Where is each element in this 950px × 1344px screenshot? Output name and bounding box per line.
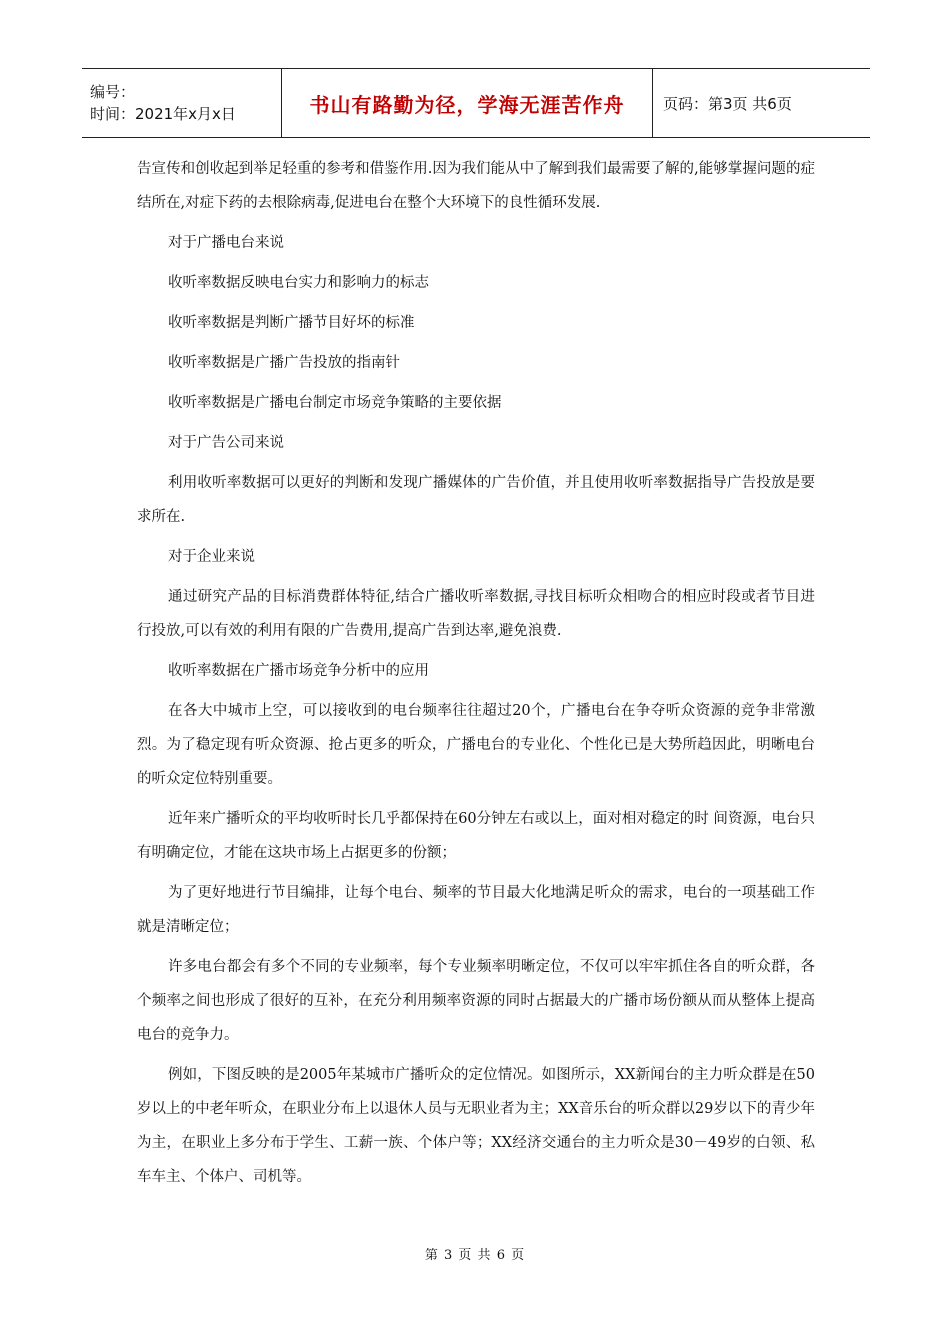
document-number-label: 编号：: [90, 83, 136, 101]
body-paragraph: 收听率数据在广播市场竞争分析中的应用: [168, 663, 429, 679]
body-paragraph: 利用收听率数据可以更好的判断和发现广播媒体的广告价值，并且使用收听率数据指导广告投放是要求所在.: [137, 475, 815, 525]
document-time-label: 时间：2021年x月x日: [90, 105, 236, 123]
body-paragraph: 收听率数据是广播电台制定市场竞争策略的主要依据: [168, 395, 502, 411]
header-page-info: 页码：第3页 共6页: [663, 94, 792, 113]
body-paragraph: 为了更好地进行节目编排，让每个电台、频率的节目最大化地满足听众的需求，电台的一项基础工作就是清晰定位；: [137, 885, 815, 935]
page-header: [82, 68, 870, 138]
body-paragraph: 收听率数据反映电台实力和影响力的标志: [168, 275, 429, 291]
body-paragraph: 收听率数据是判断广播节目好坏的标准: [168, 315, 415, 331]
page-footer: 第 3 页 共 6 页: [424, 1248, 526, 1263]
body-paragraph: 对于广播电台来说: [168, 235, 284, 251]
body-paragraph: 收听率数据是广播广告投放的指南针: [168, 355, 400, 371]
header-meta: [82, 69, 282, 137]
body-paragraph: 许多电台都会有多个不同的专业频率，每个专业频率明晰定位，不仅可以牢牢抓住各自的听众群，各个频率之间也形成了很好的互补，在充分利用频率资源的同时占据最大的广播市场份额从而从整体上提高电台的竞争力。: [137, 959, 815, 1043]
body-paragraph: 告宣传和创收起到举足轻重的参考和借鉴作用.因为我们能从中了解到我们最需要了解的,能够掌握问题的症结所在,对症下药的去根除病毒,促进电台在整个大环境下的良性循环发展.: [137, 161, 815, 211]
body-paragraph: 对于广告公司来说: [168, 435, 284, 451]
header-motto: 书山有路勤为径，学海无涯苦作舟: [282, 69, 653, 137]
document-body: [137, 152, 815, 1200]
body-paragraph: 对于企业来说: [168, 549, 255, 565]
body-paragraph: 例如，下图反映的是2005年某城市广播听众的定位情况。如图所示，XX新闻台的主力听众群是在50岁以上的中老年听众，在职业分布上以退休人员与无职业者为主；XX音乐台的听众群以29岁以下的青少年为主，在职业上多分布于学生、工薪一族、个体户等；XX经济交通台的主力听众是30－49岁的白领、私车车主、个体户、司机等。: [137, 1067, 815, 1185]
body-paragraph: 通过研究产品的目标消费群体特征,结合广播收听率数据,寻找目标听众相吻合的相应时段或者节目进行投放,可以有效的利用有限的广告费用,提高广告到达率,避免浪费.: [137, 589, 815, 639]
body-paragraph: 近年来广播听众的平均收听时长几乎都保持在60分钟左右或以上，面对相对稳定的时 间资源，电台只有明确定位，才能在这块市场上占据更多的份额；: [137, 811, 815, 861]
body-paragraph: 在各大中城市上空，可以接收到的电台频率往往超过20个，广播电台在争夺听众资源的竞争非常激烈。为了稳定现有听众资源、抢占更多的听众，广播电台的专业化、个性化已是大势所趋因此，明晰电台的听众定位特别重要。: [137, 703, 815, 787]
